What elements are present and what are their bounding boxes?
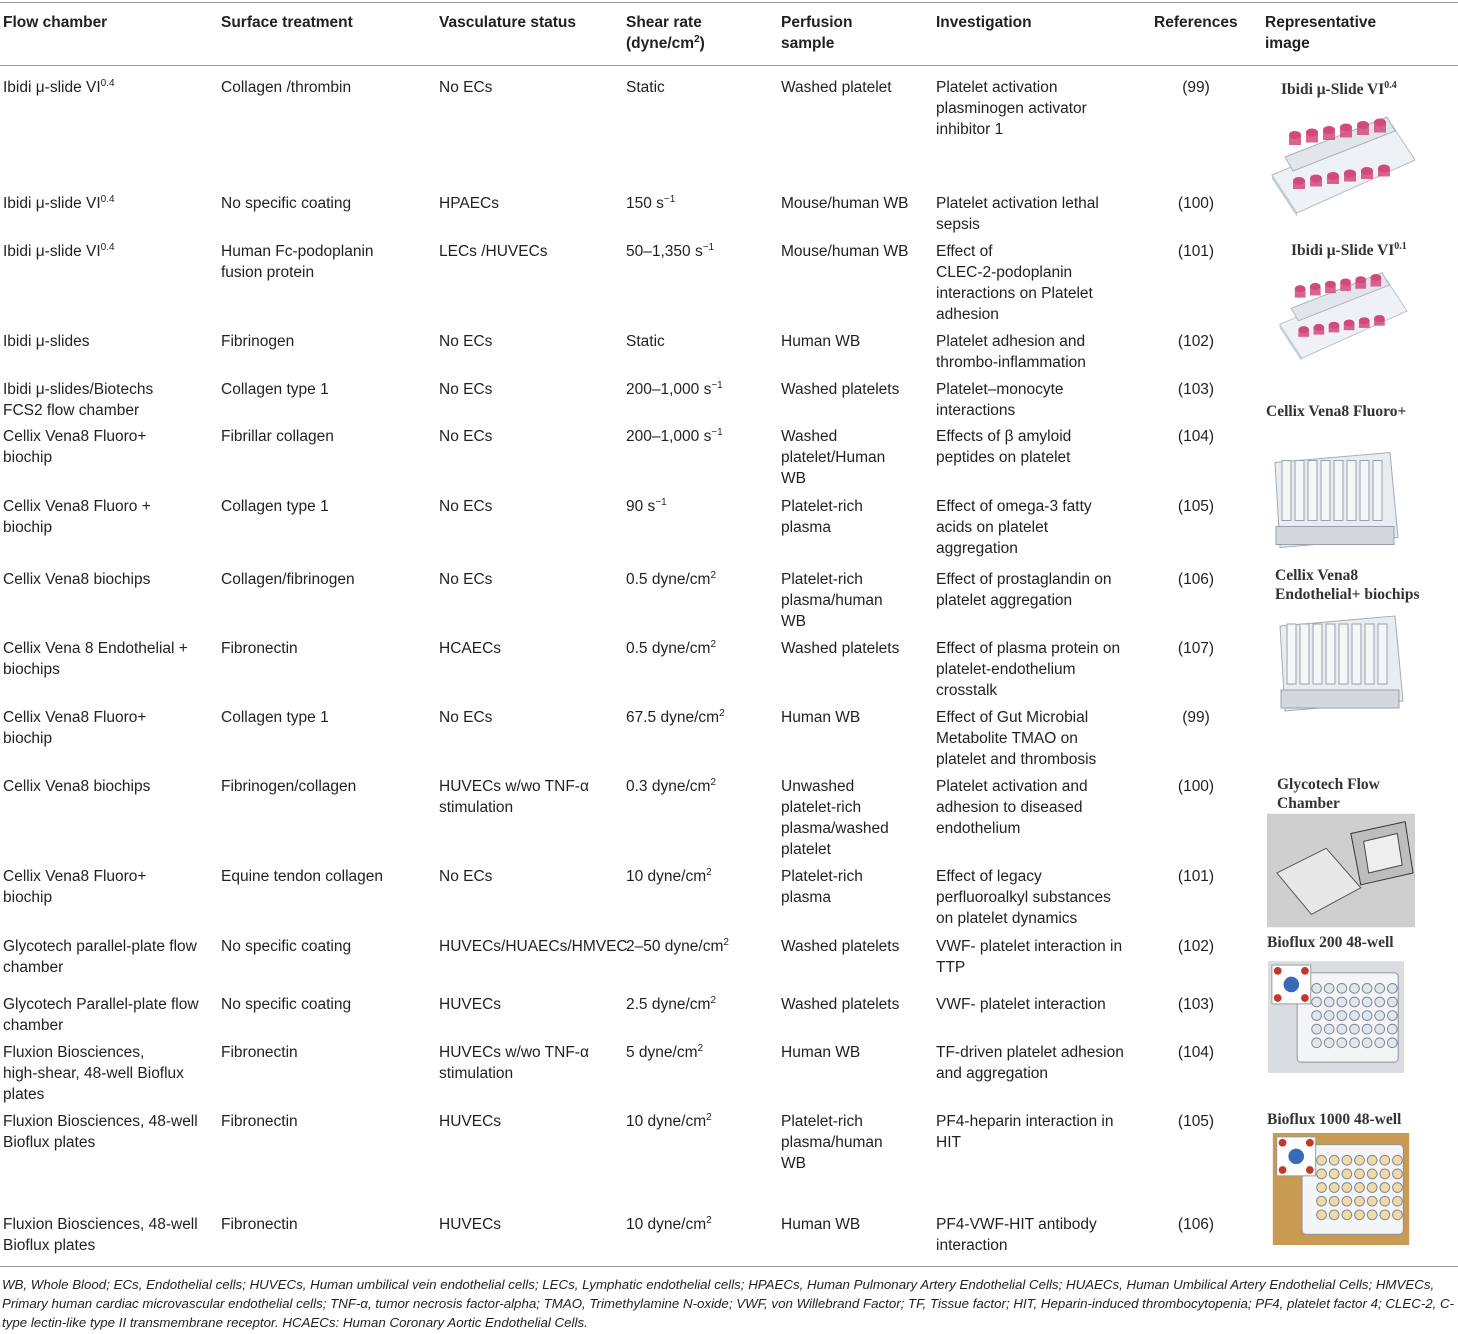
cell-surface-treatment: Equine tendon collagen: [221, 868, 384, 885]
cell-perfusion-sample: Human WB: [781, 333, 861, 350]
cell-perfusion-sample: Human WB: [781, 1216, 861, 1233]
cell-perfusion-sample: Washed platelets: [781, 640, 900, 657]
table-footnote: WB, Whole Blood; ECs, Endothelial cells; HUVECs, Human umbilical vein endothelial cells; LECs, Lymphatic endothelial cells; HPAECs, Human Pulmonary Artery Endothelial Cells; HUAECs, Human Umbilical Artery Endothelial Cells; HMVECs, Primary human cardiac microvascular endothelial cells; TNF-α, tumor necrosis factor-alpha; TMAO, Trimethylamine N-oxide; VWF, von Willebrand Factor; TF, Tissue factor; HIT, Heparin-induced thrombocytopenia; PF4, platelet factor 4; CLEC-2, C-type lectin-like type II transmembrane receptor. HCAECs: Human Coronary Aortic Endothelial Cells.: [2, 1277, 1455, 1330]
bottom-rule: [0, 1266, 1458, 1267]
cell-investigation: Effect of omega-3 fatty acids on platelet aggregation: [936, 498, 1092, 557]
cell-flow-chamber: Ibidi μ-slides/Biotechs FCS2 flow chamber: [3, 381, 154, 419]
cell-investigation: Platelet activation plasminogen activator inhibitor 1: [936, 79, 1087, 138]
cell-perfusion-sample: Unwashed platelet-rich plasma/washed platelet: [781, 778, 889, 858]
header-representative-image: Representative image: [1265, 14, 1377, 52]
cell-vasculature-status: HCAECs: [439, 640, 502, 657]
cell-reference: (102): [1177, 938, 1215, 955]
cell-flow-chamber: Cellix Vena8 Fluoro + biochip: [3, 498, 151, 536]
cell-reference: (102): [1177, 333, 1215, 350]
cell-flow-chamber: Ibidi μ-slides: [3, 333, 90, 350]
cell-perfusion-sample: Washed platelets: [781, 381, 900, 398]
cell-investigation: PF4-heparin interaction in HIT: [936, 1113, 1114, 1151]
cell-reference: (106): [1177, 1216, 1215, 1233]
ibidi-slide-icon: [1267, 104, 1417, 221]
cell-shear-rate: 2.5 dyne/$cm^2$: [626, 994, 716, 1013]
header-shear-rate: Shear rate $(dyne/cm^2)$: [626, 14, 705, 52]
image-caption: Ibidi μ-Slide $VI^{0.1}$: [1291, 240, 1407, 259]
cell-shear-rate: Static: [626, 79, 665, 96]
cell-reference: (100): [1177, 778, 1215, 795]
cell-vasculature-status: HUVECs: [439, 1216, 502, 1233]
cell-vasculature-status: No ECs: [439, 381, 493, 398]
ibidi-slide-icon: [1267, 262, 1417, 365]
cell-reference: (99): [1182, 79, 1210, 96]
cell-shear-rate: 0.5 dyne/$cm^2$: [626, 569, 716, 588]
cell-flow-chamber: Cellix Vena8 Fluoro+ biochip: [3, 868, 147, 906]
cell-perfusion-sample: Platelet-rich plasma/human WB: [781, 571, 883, 630]
cellix-biochip-icon: [1270, 440, 1400, 560]
cell-vasculature-status: HUVECs w/wo TNF-α stimulation: [439, 1044, 589, 1082]
image-caption: Bioflux 200 48-well: [1267, 934, 1394, 951]
cell-surface-treatment: Fibronectin: [221, 640, 298, 657]
cell-reference: (104): [1177, 1044, 1215, 1061]
cell-shear-rate: 90 $s^{-1}$: [626, 496, 667, 515]
image-caption: Ibidi μ-Slide $VI^{0.4}$: [1281, 79, 1397, 98]
cell-surface-treatment: Fibrillar collagen: [221, 428, 334, 445]
cell-vasculature-status: LECs /HUVECs: [439, 243, 548, 260]
cell-shear-rate: Static: [626, 333, 665, 350]
cell-surface-treatment: Fibronectin: [221, 1216, 298, 1233]
cell-surface-treatment: Fibronectin: [221, 1044, 298, 1061]
cell-perfusion-sample: Mouse/human WB: [781, 195, 909, 212]
cell-reference: (100): [1177, 195, 1215, 212]
cell-investigation: PF4-VWF-HIT antibody interaction: [936, 1216, 1097, 1254]
cell-perfusion-sample: Platelet-rich plasma: [781, 868, 863, 906]
cell-investigation: VWF- platelet interaction: [936, 996, 1106, 1013]
cell-reference: (107): [1177, 640, 1215, 657]
cell-flow-chamber: Ibidi μ-slide $VI^{0.4}$: [3, 241, 115, 260]
cell-surface-treatment: Collagen type 1: [221, 709, 329, 726]
cell-shear-rate: 2–50 dyne/$cm^2$: [626, 936, 729, 955]
cell-reference: (101): [1177, 243, 1215, 260]
cell-flow-chamber: Fluxion Biosciences, 48-well Bioflux plates: [3, 1216, 198, 1254]
cell-investigation: Platelet–monocyte interactions: [936, 381, 1064, 419]
bioflux-plate-icon: [1270, 1133, 1412, 1250]
cell-flow-chamber: Cellix Vena8 Fluoro+ biochip: [3, 428, 147, 466]
cell-surface-treatment: Collagen/fibrinogen: [221, 571, 355, 588]
cell-investigation: Effect of prostaglandin on platelet aggregation: [936, 571, 1112, 609]
cell-perfusion-sample: Washed platelet/Human WB: [781, 428, 886, 487]
cell-flow-chamber: Cellix Vena 8 Endothelial + biochips: [3, 640, 188, 678]
cell-shear-rate: 5 dyne/$cm^2$: [626, 1042, 704, 1061]
cell-surface-treatment: Fibrinogen: [221, 333, 295, 350]
cell-vasculature-status: HUVECs/HUAECs/HMVEC: [439, 938, 628, 955]
cell-perfusion-sample: Platelet-rich plasma/human WB: [781, 1113, 883, 1172]
cell-surface-treatment: No specific coating: [221, 195, 352, 212]
cell-flow-chamber: Fluxion Biosciences, high-shear, 48-well Bioflux plates: [3, 1044, 184, 1103]
cell-vasculature-status: HUVECs: [439, 1113, 502, 1130]
header-flow-chamber: Flow chamber: [3, 14, 108, 31]
cell-vasculature-status: No ECs: [439, 79, 493, 96]
cell-perfusion-sample: Washed platelets: [781, 996, 900, 1013]
cell-flow-chamber: Glycotech parallel-plate flow chamber: [3, 938, 197, 976]
cell-surface-treatment: Fibronectin: [221, 1113, 298, 1130]
cell-shear-rate: 50–1,350 $s^{-1}$: [626, 241, 715, 260]
cell-investigation: Effect of plasma protein on platelet-endothelium crosstalk: [936, 640, 1121, 699]
cell-perfusion-sample: Washed platelet: [781, 79, 892, 96]
cell-reference: (106): [1177, 571, 1215, 588]
cell-vasculature-status: No ECs: [439, 868, 493, 885]
cell-perfusion-sample: Human WB: [781, 1044, 861, 1061]
cell-investigation: Platelet activation lethal sepsis: [936, 195, 1099, 233]
cell-investigation: TF-driven platelet adhesion and aggregation: [936, 1044, 1124, 1082]
cell-reference: (103): [1177, 381, 1215, 398]
cell-reference: (99): [1182, 709, 1210, 726]
header-perfusion-sample: Perfusion sample: [781, 14, 853, 52]
header-surface-treatment: Surface treatment: [221, 14, 353, 31]
cell-surface-treatment: Collagen type 1: [221, 381, 329, 398]
cell-vasculature-status: No ECs: [439, 498, 493, 515]
image-caption: Cellix Vena8 Fluoro+: [1266, 403, 1407, 420]
cell-surface-treatment: Fibrinogen/collagen: [221, 778, 357, 795]
cell-vasculature-status: No ECs: [439, 709, 493, 726]
cell-investigation: Effect of legacy perfluoroalkyl substances on platelet dynamics: [936, 868, 1111, 927]
image-caption: Glycotech Flow Chamber: [1277, 776, 1380, 812]
cell-investigation: Effects of β amyloid peptides on platelet: [936, 428, 1072, 466]
cell-surface-treatment: Human Fc-podoplanin fusion protein: [221, 243, 374, 281]
cell-flow-chamber: Cellix Vena8 biochips: [3, 571, 151, 588]
cell-shear-rate: 200–1,000 $s^{-1}$: [626, 379, 723, 398]
cell-flow-chamber: Cellix Vena8 biochips: [3, 778, 151, 795]
cell-flow-chamber: Ibidi μ-slide $VI^{0.4}$: [3, 193, 115, 212]
header-references: References: [1154, 14, 1238, 31]
cell-perfusion-sample: Platelet-rich plasma: [781, 498, 863, 536]
cell-surface-treatment: Collagen /thrombin: [221, 79, 352, 96]
cell-investigation: Platelet activation and adhesion to diseased endothelium: [936, 778, 1088, 837]
cell-investigation: Effect of Gut Microbial Metabolite TMAO on platelet and thrombosis: [936, 709, 1097, 768]
cell-perfusion-sample: Mouse/human WB: [781, 243, 909, 260]
cell-shear-rate: 0.3 dyne/$cm^2$: [626, 776, 716, 795]
cell-flow-chamber: Ibidi μ-slide $VI^{0.4}$: [3, 77, 115, 96]
cell-flow-chamber: Fluxion Biosciences, 48-well Bioflux plates: [3, 1113, 198, 1151]
cell-investigation: Platelet adhesion and thrombo-inflammation: [936, 333, 1086, 371]
bioflux-plate-icon: [1268, 958, 1404, 1081]
top-rule: [0, 2, 1458, 3]
cell-reference: (105): [1177, 1113, 1215, 1130]
image-caption: Cellix Vena8 Endothelial+ biochips: [1275, 567, 1420, 603]
cell-shear-rate: 0.5 dyne/$cm^2$: [626, 638, 716, 657]
cell-shear-rate: 150 $s^{-1}$: [626, 193, 676, 212]
cell-reference: (103): [1177, 996, 1215, 1013]
cell-surface-treatment: No specific coating: [221, 996, 352, 1013]
cell-vasculature-status: HUVECs w/wo TNF-α stimulation: [439, 778, 589, 816]
cell-perfusion-sample: Washed platelets: [781, 938, 900, 955]
cell-shear-rate: 10 dyne/$cm^2$: [626, 866, 712, 885]
cell-vasculature-status: No ECs: [439, 428, 493, 445]
cell-vasculature-status: HPAECs: [439, 195, 500, 212]
cell-flow-chamber: Glycotech Parallel-plate flow chamber: [3, 996, 199, 1034]
cell-investigation: Effect of CLEC-2-podoplanin interactions on Platelet adhesion: [936, 243, 1093, 323]
cell-perfusion-sample: Human WB: [781, 709, 861, 726]
header-investigation: Investigation: [936, 14, 1032, 31]
cellix-biochip-icon: [1275, 606, 1405, 721]
cell-reference: (104): [1177, 428, 1215, 445]
glycotech-chamber-icon: [1267, 813, 1415, 933]
cell-flow-chamber: Cellix Vena8 Fluoro+ biochip: [3, 709, 147, 747]
cell-reference: (105): [1177, 498, 1215, 515]
image-caption: Bioflux 1000 48-well: [1267, 1111, 1402, 1128]
cell-reference: (101): [1177, 868, 1215, 885]
cell-shear-rate: 10 dyne/$cm^2$: [626, 1214, 712, 1233]
cell-vasculature-status: No ECs: [439, 571, 493, 588]
header-rule: [0, 65, 1458, 66]
cell-investigation: VWF- platelet interaction in TTP: [936, 938, 1123, 976]
cell-vasculature-status: HUVECs: [439, 996, 502, 1013]
cell-shear-rate: 67.5 dyne/$cm^2$: [626, 707, 725, 726]
header-vasculature-status: Vasculature status: [439, 14, 576, 31]
cell-surface-treatment: Collagen type 1: [221, 498, 329, 515]
cell-shear-rate: 10 dyne/$cm^2$: [626, 1111, 712, 1130]
cell-vasculature-status: No ECs: [439, 333, 493, 350]
cell-surface-treatment: No specific coating: [221, 938, 352, 955]
cell-shear-rate: 200–1,000 $s^{-1}$: [626, 426, 723, 445]
